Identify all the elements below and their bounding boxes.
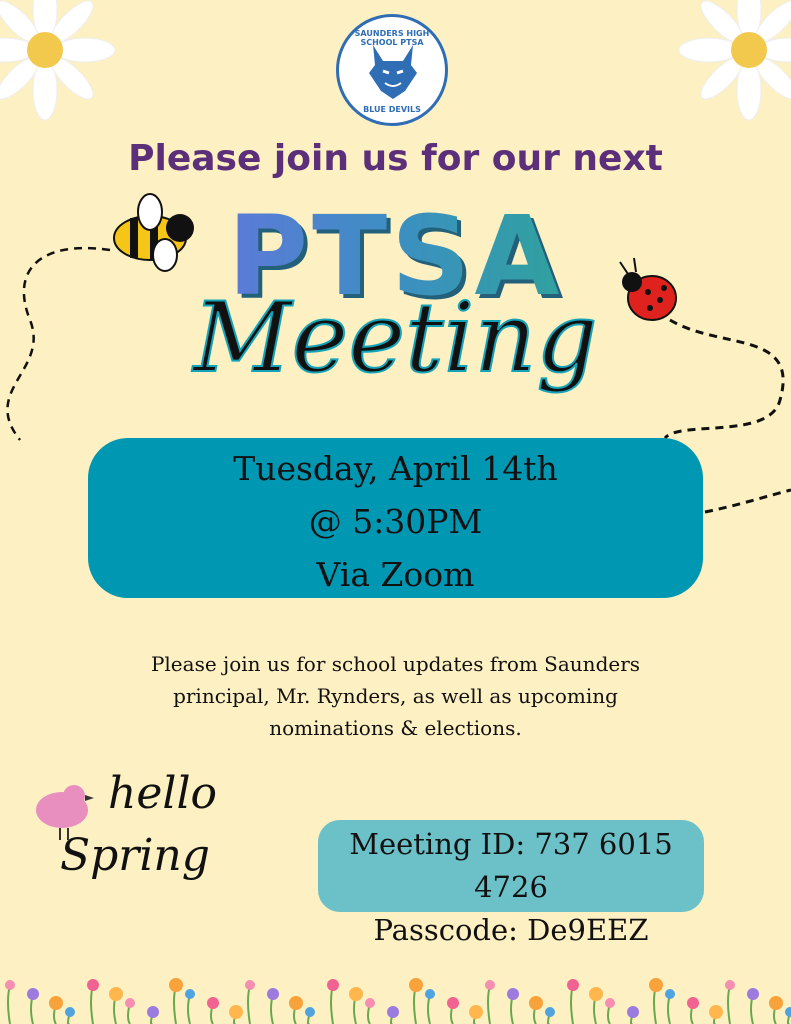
flower-stem: [248, 985, 250, 1024]
flower-icon: [687, 997, 699, 1009]
flower-icon: [27, 988, 39, 1000]
event-details-box: [88, 438, 703, 598]
event-time: @ 5:30PM: [308, 502, 483, 541]
flower-icon: [207, 997, 219, 1009]
flower-icon: [747, 988, 759, 1000]
flower-icon: [709, 1005, 723, 1019]
flower-icon: [349, 987, 363, 1001]
flower-icon: [229, 1005, 243, 1019]
flower-icon: [289, 996, 303, 1010]
daisy-icon: [0, 0, 115, 120]
flower-icon: [245, 980, 255, 990]
flower-icon: [169, 978, 183, 992]
flower-icon: [725, 980, 735, 990]
flower-icon: [305, 1007, 315, 1017]
flower-icon: [327, 979, 339, 991]
passcode: Passcode: De9EEZ: [373, 913, 649, 947]
flower-icon: [425, 989, 435, 999]
flower-stem: [488, 985, 490, 1024]
description-line: principal, Mr. Rynders, as well as upcoming: [173, 684, 618, 708]
flower-icon: [485, 980, 495, 990]
invite-heading: Please join us for our next: [128, 138, 663, 179]
daisy-icon: [679, 0, 791, 120]
flower-icon: [387, 1006, 399, 1018]
flower-icon: [65, 1007, 75, 1017]
flower-icon: [627, 1006, 639, 1018]
flower-stem: [8, 985, 10, 1024]
logo-top-text: SAUNDERS HIGH SCHOOL PTSA: [354, 29, 430, 47]
school-logo: [336, 14, 448, 126]
zoom-credentials-box: [318, 820, 704, 947]
ptsa-title: PTSA: [0, 192, 791, 320]
flower-icon: [147, 1006, 159, 1018]
description-line: nominations & elections.: [269, 716, 522, 740]
meeting-description: [100, 648, 691, 744]
flower-icon: [665, 989, 675, 999]
hello-text: hello: [108, 768, 218, 819]
event-date: Tuesday, April 14th: [233, 449, 558, 488]
flower-icon: [125, 998, 135, 1008]
flower-icon: [447, 997, 459, 1009]
flower-stem: [728, 985, 730, 1024]
flower-icon: [769, 996, 783, 1010]
flower-icon: [5, 980, 15, 990]
event-location: Via Zoom: [316, 555, 475, 594]
flower-icon: [545, 1007, 555, 1017]
flower-icon: [589, 987, 603, 1001]
blue-devil-icon: [365, 41, 421, 101]
flower-icon: [49, 996, 63, 1010]
flower-icon: [649, 978, 663, 992]
flower-icon: [785, 1007, 791, 1017]
flower-icon: [567, 979, 579, 991]
flower-icon: [87, 979, 99, 991]
meeting-subtitle: Meeting: [193, 282, 598, 394]
spring-text: Spring: [60, 830, 210, 881]
flower-icon: [529, 996, 543, 1010]
flower-icon: [507, 988, 519, 1000]
meeting-id: Meeting ID: 737 6015 4726: [349, 827, 673, 904]
flower-icon: [267, 988, 279, 1000]
flower-icon: [409, 978, 423, 992]
hello-spring-text: [60, 768, 218, 881]
flower-icon: [605, 998, 615, 1008]
description-line: Please join us for school updates from Saunders: [150, 652, 641, 676]
flower-icon: [365, 998, 375, 1008]
logo-bottom-text: BLUE DEVILS: [363, 105, 421, 114]
flower-icon: [469, 1005, 483, 1019]
flower-border: [5, 978, 791, 1024]
flower-icon: [109, 987, 123, 1001]
flower-icon: [185, 989, 195, 999]
